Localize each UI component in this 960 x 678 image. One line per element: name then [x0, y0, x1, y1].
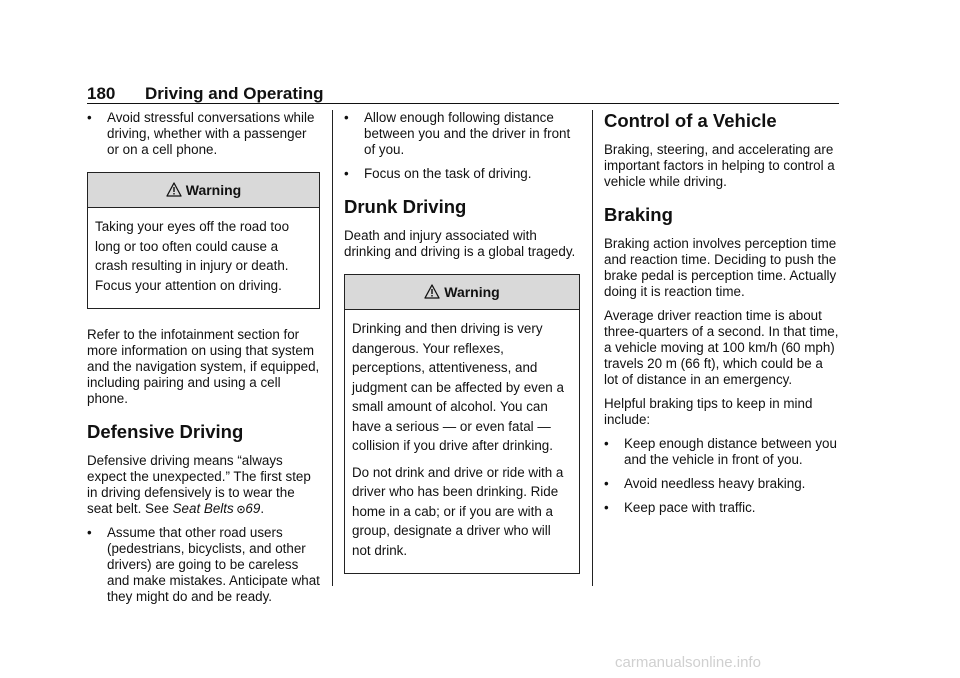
braking-heading: Braking — [604, 204, 673, 225]
braking-paragraph: Helpful braking tips to keep in mind include: — [604, 396, 813, 427]
bullet-item — [344, 110, 580, 158]
column-divider — [332, 110, 333, 586]
column-3 — [604, 110, 840, 524]
page-number: 180 — [87, 84, 116, 103]
page-header — [87, 83, 839, 105]
defensive-driving-paragraph: Defensive driving means “always expect the unexpected.” The first step in driving defensively is to wear the seat belt. See Seat Belts 69. — [87, 453, 311, 516]
bullet-dot: • — [604, 476, 609, 491]
bullet-dot: • — [87, 110, 92, 125]
bullet-dot: • — [604, 500, 609, 515]
control-paragraph: Braking, steering, and accelerating are important factors in helping to control a vehicle while driving. — [604, 142, 835, 189]
bullet-item — [87, 110, 320, 158]
warning-icon — [166, 182, 182, 198]
braking-paragraph: Average driver reaction time is about three-quarters of a second. In that time, a vehicle moving at 100 km/h (60 mph) travels 20 m (66 ft), which could be a lot of distance in an emergency. — [604, 308, 839, 387]
watermark: carmanualsonline.info — [615, 654, 761, 671]
seat-belts-page[interactable]: 69 — [245, 501, 261, 516]
infotainment-paragraph: Refer to the infotainment section for more information on using that system and the navigation system, if equipped, including pairing and using a cell phone. — [87, 327, 320, 406]
bullet-item — [87, 525, 320, 605]
drunk-driving-paragraph: Death and injury associated with drinking and driving is a global tragedy. — [344, 228, 576, 259]
bullet-item — [344, 166, 580, 182]
column-divider — [592, 110, 593, 586]
bullet-item — [604, 476, 840, 492]
bullet-text: Avoid needless heavy braking. — [624, 476, 806, 491]
bullet-text: Focus on the task of driving. — [364, 166, 532, 181]
bullet-dot: • — [87, 525, 92, 540]
bullet-item — [604, 436, 840, 468]
warning-title: Warning — [185, 182, 242, 198]
column-1 — [87, 110, 320, 613]
bullet-text: Assume that other road users (pedestrians, bicyclists, and other drivers) are going to be careless and make mistakes. Anticipate what they might do and be ready. — [107, 525, 320, 604]
warning-box — [344, 274, 580, 574]
defensive-text: Defensive driving means “always expect the unexpected.” The first step in driving defensively is to wear the seat belt. See — [87, 453, 311, 516]
bullet-dot: • — [344, 166, 349, 181]
warning-box — [87, 172, 320, 309]
section-title: Driving and Operating — [145, 84, 324, 103]
seat-belts-link[interactable]: Seat Belts — [172, 501, 234, 516]
warning-title: Warning — [444, 284, 500, 300]
bullet-text: Keep enough distance between you and the vehicle in front of you. — [624, 436, 837, 467]
defensive-driving-heading: Defensive Driving — [87, 421, 244, 442]
warning-icon — [424, 284, 440, 300]
warning-header — [345, 275, 579, 310]
control-heading: Control of a Vehicle — [604, 110, 777, 131]
bullet-text: Keep pace with traffic. — [624, 500, 756, 515]
header-rule — [87, 103, 839, 104]
warning-body — [345, 310, 579, 573]
drunk-driving-heading: Drunk Driving — [344, 196, 467, 217]
bullet-dot: • — [344, 110, 349, 125]
bullet-text: Allow enough following distance between you and the driver in front of you. — [364, 110, 571, 157]
bullet-item — [604, 500, 840, 516]
warning-text: Taking your eyes off the road too long or too often could cause a crash resulting in injury or death. Focus your attention on driving. — [95, 219, 290, 293]
warning-body — [88, 208, 319, 308]
bullet-dot: • — [604, 436, 609, 451]
warning-text: Do not drink and drive or ride with a driver who has been drinking. Ride home in a cab; or if you are with a group, designate a driver who will not drink. — [352, 464, 564, 558]
braking-paragraph: Braking action involves perception time and reaction time. Deciding to push the brake pedal is perception time. Actually doing it is reaction time. — [604, 236, 837, 299]
warning-header — [88, 173, 319, 208]
warning-text: Drinking and then driving is very dangerous. Your reflexes, perceptions, attentiveness, and judgment can be affected by even a small amount of alcohol. You can have a serious — or even fatal — collision if you drive after drinking. — [352, 321, 564, 453]
bullet-text: Avoid stressful conversations while driving, whether with a passenger or on a cell phone. — [107, 110, 315, 157]
column-2 — [344, 110, 580, 592]
